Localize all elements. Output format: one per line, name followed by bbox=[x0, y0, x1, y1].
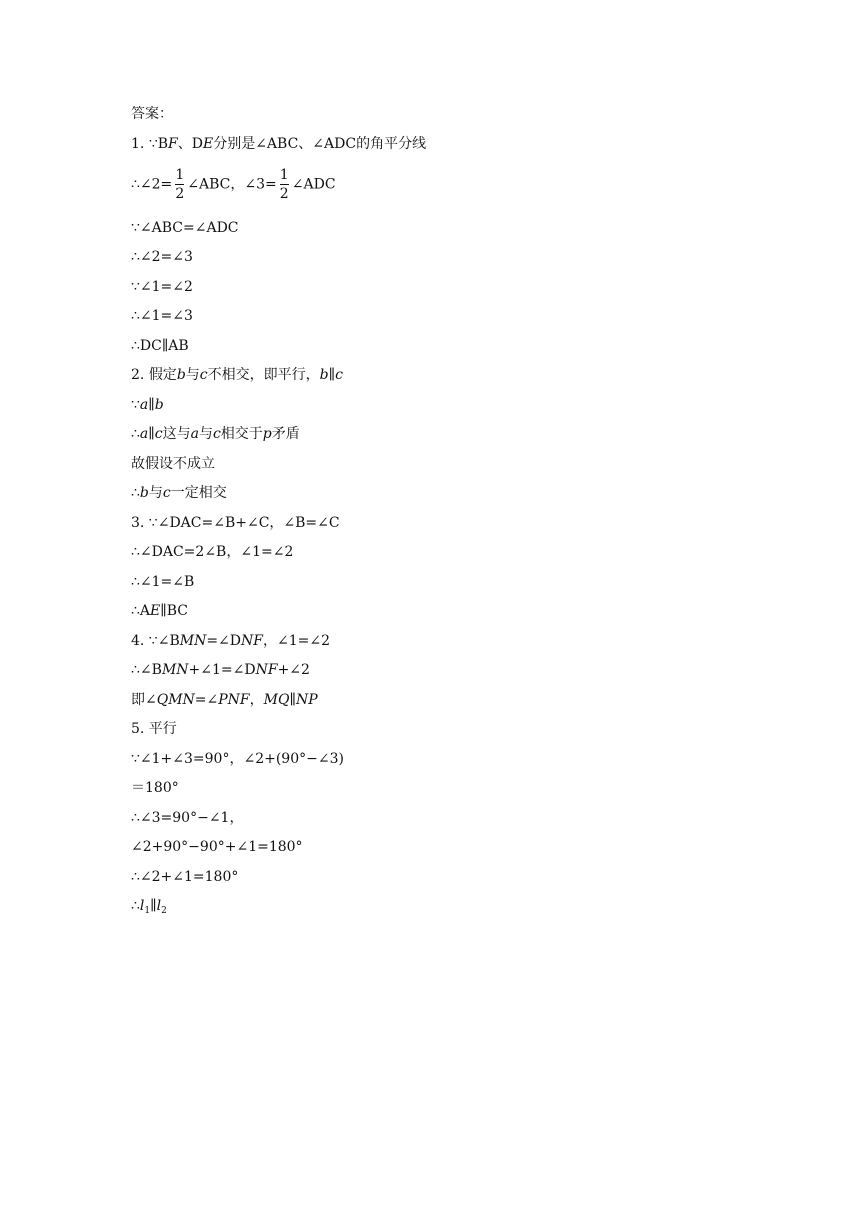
p2-text: ∥ bbox=[148, 397, 155, 413]
p4-text: MN bbox=[179, 633, 207, 649]
p3-line-1: 3. ∵∠DAC=∠B+∠C，∠B=∠C bbox=[131, 515, 340, 531]
p2-line-5 bbox=[131, 484, 227, 502]
p5-subscript: 1 bbox=[144, 906, 151, 916]
p4-text: NP bbox=[295, 692, 318, 708]
p3-line-3: ∴∠1=∠B bbox=[131, 574, 195, 590]
p2-line-3 bbox=[131, 425, 300, 443]
p2-text: ∴ bbox=[131, 485, 140, 501]
p2-text: b bbox=[139, 485, 149, 501]
p1-line-2 bbox=[131, 167, 336, 202]
p1-text: ∵B bbox=[148, 136, 169, 152]
p4-text: MQ bbox=[263, 692, 290, 708]
p2-text: c bbox=[154, 426, 163, 442]
p4-text: =∠ bbox=[194, 692, 219, 708]
p2-text: a bbox=[139, 426, 149, 442]
p4-text: =∠D bbox=[206, 633, 242, 649]
p5-line-7 bbox=[131, 897, 167, 920]
p4-text: ， bbox=[249, 692, 264, 708]
p4-text: +∠2 bbox=[277, 662, 310, 678]
p1-text: 分别是∠ABC、∠ADC的角平分线 bbox=[213, 136, 427, 152]
p1-line-5: ∵∠1=∠2 bbox=[131, 279, 193, 295]
p5-line-2: ∵∠1+∠3=90°，∠2+(90°−∠3) bbox=[131, 751, 344, 767]
p2-line-4: 故假设不成立 bbox=[131, 456, 215, 472]
p4-text: MN bbox=[161, 662, 189, 678]
p3-line-2: ∴∠DAC=2∠B，∠1=∠2 bbox=[131, 544, 294, 560]
fraction-bar bbox=[280, 184, 289, 185]
p4-line-1 bbox=[131, 632, 330, 650]
p4-line-3 bbox=[131, 691, 318, 709]
p5-text: ∥ bbox=[150, 898, 157, 914]
p5-line-6: ∴∠2+∠1=180° bbox=[131, 869, 239, 885]
p4-text: PNF bbox=[218, 692, 250, 708]
p2-number: 2. bbox=[131, 367, 145, 383]
p2-text: 相交于 bbox=[220, 426, 263, 442]
p3-text: ∴A bbox=[131, 603, 151, 619]
p2-line-1 bbox=[131, 366, 343, 384]
p4-text: ∴∠B bbox=[131, 662, 162, 678]
p2-text: 与 bbox=[185, 367, 200, 383]
p2-text: 不相交，即平行， bbox=[207, 367, 320, 383]
fraction bbox=[175, 167, 184, 202]
p1-number: 1. bbox=[131, 136, 145, 152]
p1-text: ∠ABC，∠3= bbox=[187, 176, 277, 193]
p2-text: a bbox=[139, 397, 149, 413]
fraction bbox=[280, 167, 289, 202]
p1-text: F bbox=[168, 136, 178, 152]
p5-line-4: ∴∠3=90°−∠1， bbox=[131, 810, 244, 826]
p3-line-4 bbox=[131, 602, 188, 620]
p2-text: b bbox=[319, 367, 329, 383]
p1-line-7: ∴DC∥AB bbox=[131, 338, 189, 354]
answer-label: 答案： bbox=[131, 106, 173, 122]
fraction-denominator: 2 bbox=[175, 186, 185, 202]
p2-line-2 bbox=[131, 396, 164, 414]
p1-line-6: ∴∠1=∠3 bbox=[131, 308, 193, 324]
p2-text: 矛盾 bbox=[271, 426, 300, 442]
p2-text: c bbox=[335, 367, 343, 383]
p1-text: ∴∠2= bbox=[131, 176, 173, 193]
p2-text: 与 bbox=[198, 426, 213, 442]
p2-text: ∵ bbox=[131, 397, 140, 413]
p1-line-1 bbox=[131, 135, 426, 153]
p5-line-3: ＝180° bbox=[131, 780, 179, 796]
p4-text: NF bbox=[241, 633, 263, 649]
fraction-bar bbox=[175, 184, 184, 185]
p4-text: 4. ∵∠B bbox=[131, 633, 180, 649]
fraction-numerator: 1 bbox=[175, 167, 185, 183]
p4-text: +∠1=∠D bbox=[188, 662, 256, 678]
p5-text: ∴ bbox=[131, 898, 140, 914]
p2-text: c bbox=[199, 367, 208, 383]
p1-text: E bbox=[202, 136, 214, 152]
p1-text: 、D bbox=[177, 136, 203, 152]
p1-text: ∠ADC bbox=[291, 176, 336, 193]
p5-text: l bbox=[139, 898, 145, 914]
p2-text: ∥ bbox=[328, 367, 336, 383]
p4-text: ，∠1=∠2 bbox=[262, 633, 330, 649]
p2-text: ∥ bbox=[148, 426, 155, 442]
fraction-numerator: 1 bbox=[279, 167, 289, 183]
p4-text: QMN bbox=[156, 692, 195, 708]
fraction-denominator: 2 bbox=[279, 186, 289, 202]
p2-text: c bbox=[212, 426, 221, 442]
p2-text: 一定相交 bbox=[170, 485, 227, 501]
p2-text: 这与 bbox=[162, 426, 191, 442]
p2-text: p bbox=[262, 426, 272, 442]
p5-line-5: ∠2+90°−90°+∠1=180° bbox=[131, 839, 303, 855]
p2-text: c bbox=[162, 485, 171, 501]
p5-line-1: 5. 平行 bbox=[131, 721, 177, 737]
p4-line-2 bbox=[131, 661, 310, 679]
p4-text: NF bbox=[255, 662, 278, 678]
p1-line-4: ∴∠2=∠3 bbox=[131, 249, 193, 265]
p2-text: b bbox=[154, 397, 164, 413]
p3-text: ∥BC bbox=[160, 603, 188, 619]
p2-text: ∴ bbox=[131, 426, 140, 442]
p5-subscript: 2 bbox=[161, 906, 167, 916]
p2-text: b bbox=[176, 367, 186, 383]
p2-text: 与 bbox=[148, 485, 163, 501]
p1-line-3: ∵∠ABC=∠ADC bbox=[131, 220, 239, 236]
p4-text: ∥ bbox=[289, 692, 296, 708]
p3-text: E bbox=[150, 603, 161, 619]
p2-text: 假定 bbox=[148, 367, 177, 383]
p4-text: 即∠ bbox=[131, 692, 157, 708]
p5-text: l bbox=[156, 898, 162, 914]
p2-text: a bbox=[190, 426, 199, 442]
